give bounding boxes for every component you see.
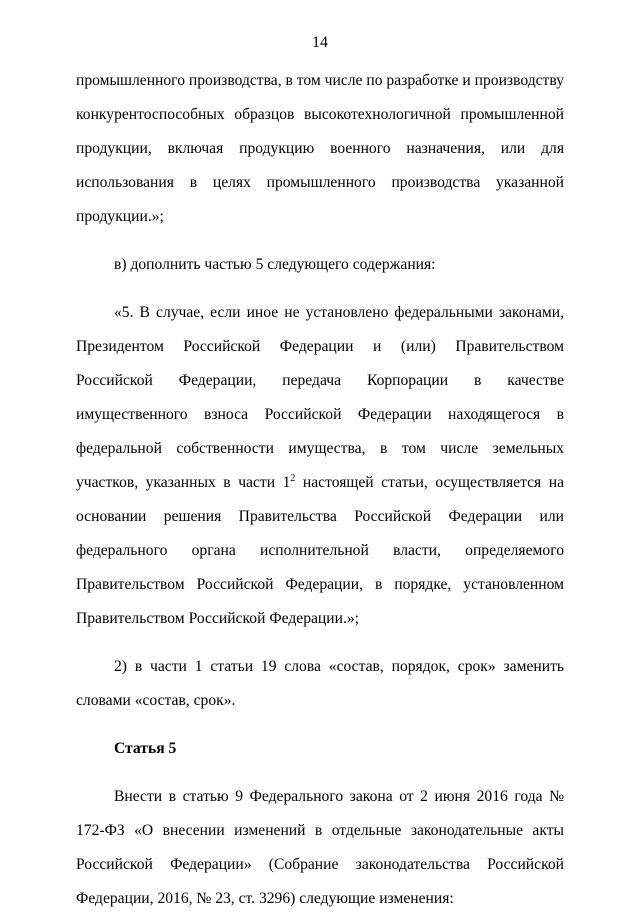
paragraph-part-5-text-b: настоящей статьи, осуществляется на основании решения Правительства Российской Федерации или федерального органа исполнительной власти, определяемого Правительством Российской Федерации, в порядке, установленном Правительством Российской Федерации.»;: [76, 474, 564, 627]
paragraph-gap: [76, 282, 564, 296]
article-heading: Статья 5: [114, 740, 177, 757]
document-body: [76, 64, 564, 916]
paragraph-gap: [76, 766, 564, 780]
paragraph-part-5: [76, 296, 564, 636]
paragraph-gap: [76, 234, 564, 248]
paragraph-gap: [76, 636, 564, 650]
paragraph-gap: [76, 718, 564, 732]
paragraph-continuation: промышленного производства, в том числе по разработке и производству конкурентоспособных образцов высокотехнологичной промышленной продукции, включая продукцию военного назначения, или для использования в целях промышленного производства указанной продукции.»;: [76, 72, 564, 225]
paragraph-item-2: 2) в части 1 статьи 19 слова «состав, порядок, срок» заменить словами «состав, срок».: [76, 658, 564, 709]
paragraph-part-5-text-a: «5. В случае, если иное не установлено федеральными законами, Президентом Российской Федерации и (или) Правительством Российской Федерации, передача Корпорации в качестве имущественного взноса Российской Федерации находящегося в федеральной собственности имущества, в том числе земельных участков, указанных в части 1: [76, 304, 564, 491]
page-number: 14: [312, 34, 328, 51]
paragraph-article-5-intro: Внести в статью 9 Федерального закона от 2 июня 2016 года № 172-ФЗ «О внесении изменений в отдельные законодательные акты Российской Федерации» (Собрание законодательства Российской Федерации, 2016, № 23, ст. 3296) следующие изменения:: [76, 788, 564, 907]
paragraph-item-v: в) дополнить частью 5 следующего содержания:: [114, 256, 436, 273]
superscript-2: 2: [290, 472, 296, 484]
